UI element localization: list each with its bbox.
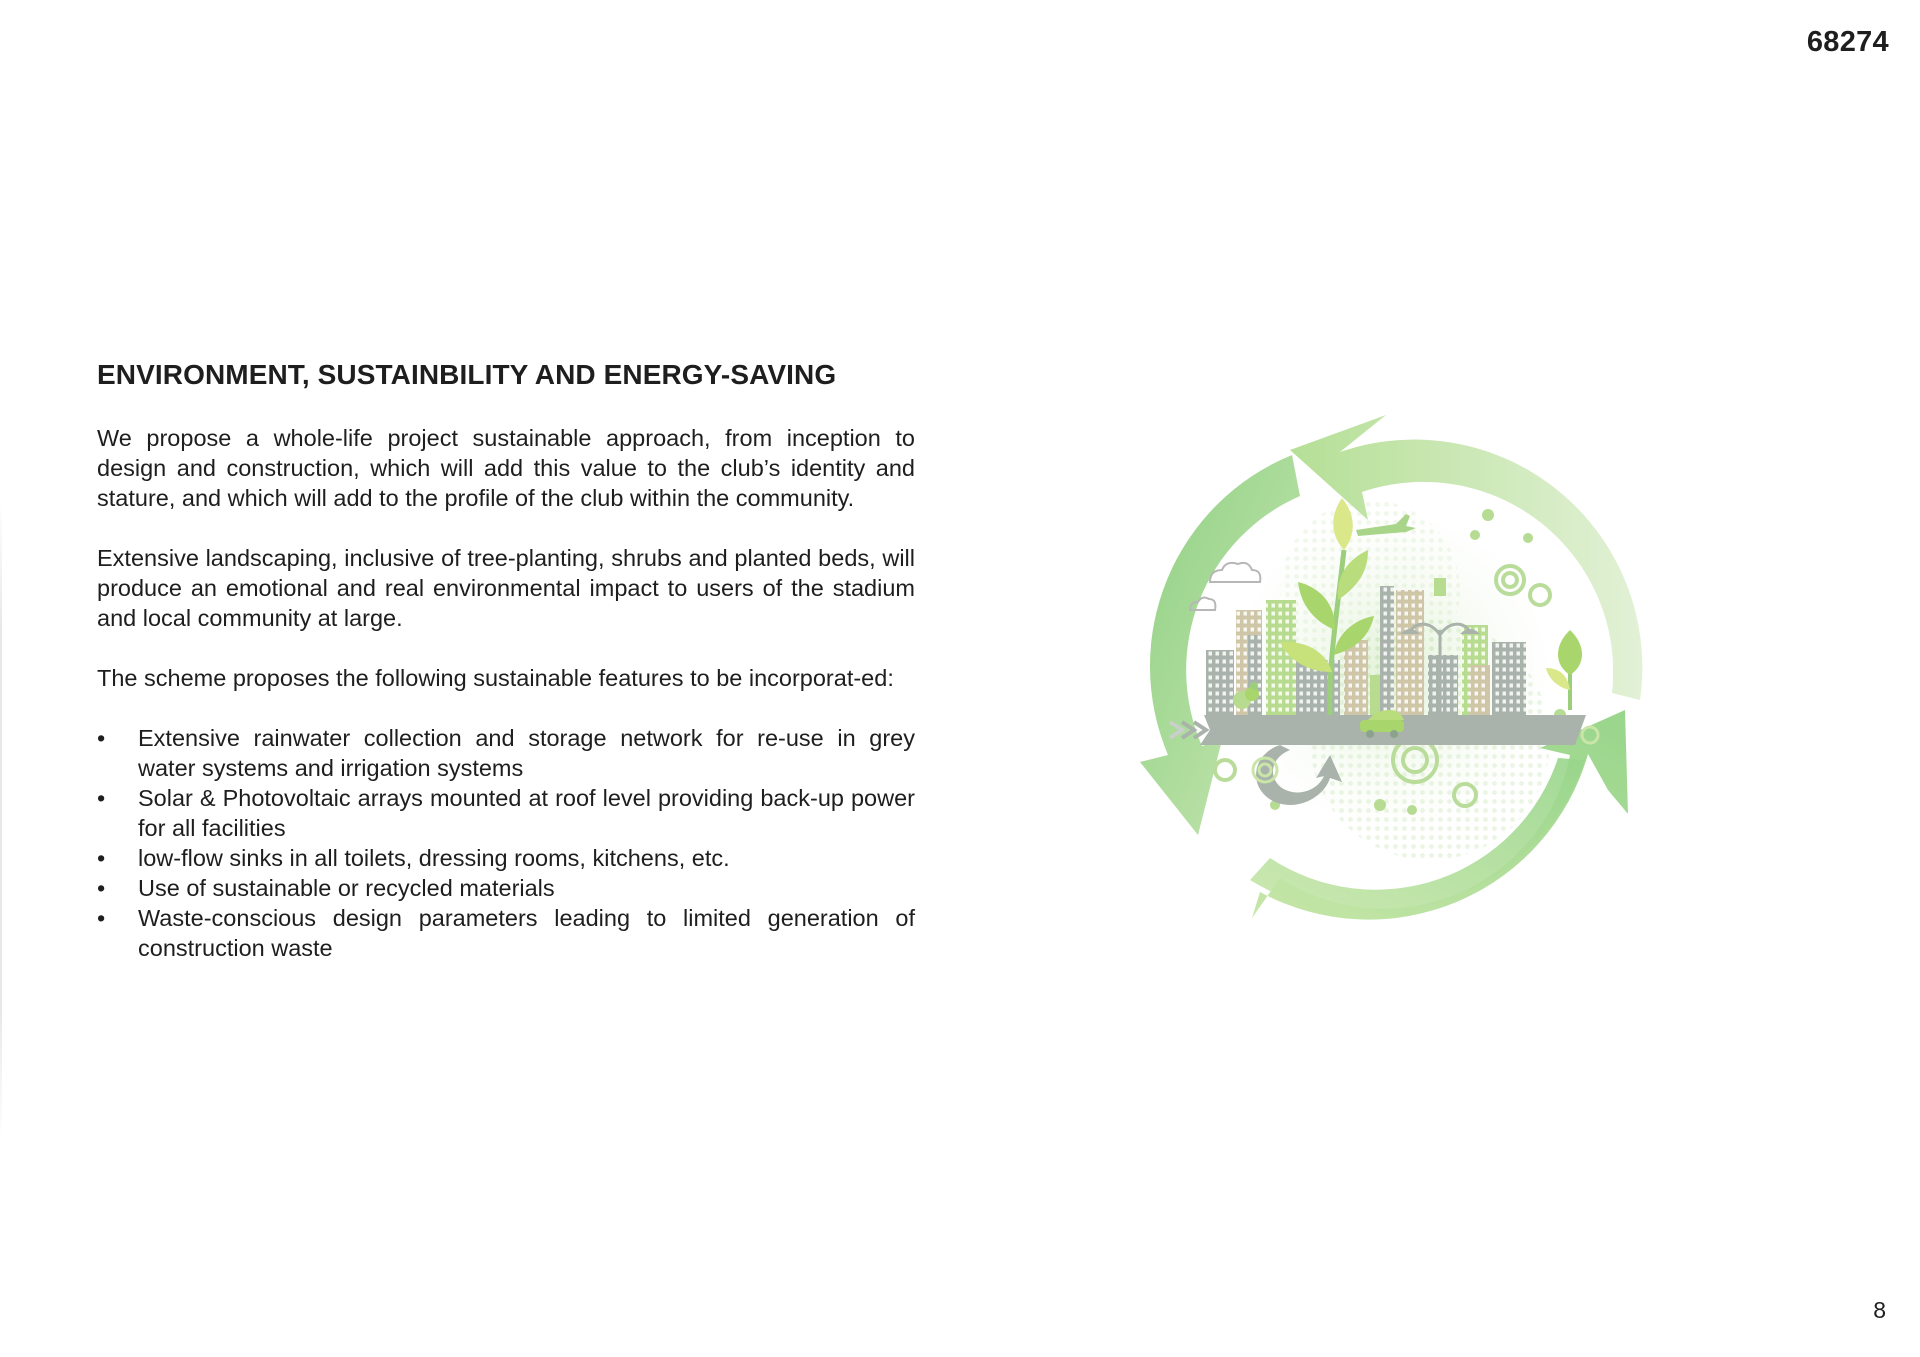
section-title: ENVIRONMENT, SUSTAINBILITY AND ENERGY-SAVING <box>97 359 837 390</box>
list-item <box>97 903 915 963</box>
list-item <box>97 723 915 783</box>
list-item-text: Extensive rainwater collection and storage network for re-use in grey water systems and irrigation systems <box>138 725 915 781</box>
list-item-text: Use of sustainable or recycled materials <box>138 875 555 901</box>
features-list <box>97 723 915 963</box>
page-edge-shadow <box>0 500 2 1140</box>
eco-city-recycle-icon <box>1130 410 1650 940</box>
document-number: 68274 <box>1806 26 1889 58</box>
list-item-text: Solar & Photovoltaic arrays mounted at roof level providing back-up power for all facilities <box>138 785 915 841</box>
bullet-icon: • <box>97 785 106 811</box>
features-intro-paragraph: The scheme proposes the following sustainable features to be incorporat-ed: <box>97 665 894 691</box>
text-column <box>97 357 915 963</box>
bullet-icon: • <box>97 725 106 751</box>
page-number: 8 <box>1873 1297 1886 1323</box>
bullet-icon: • <box>97 845 106 871</box>
list-item <box>97 873 915 903</box>
bullet-icon: • <box>97 905 106 931</box>
list-item <box>97 783 915 843</box>
list-item-text: low-flow sinks in all toilets, dressing rooms, kitchens, etc. <box>138 845 730 871</box>
list-item-text: Waste-conscious design parameters leading to limited generation of construction waste <box>138 905 915 961</box>
intro-paragraph: We propose a whole-life project sustainable approach, from inception to design and construction, which will add this value to the club’s identity and stature, and which will add to the profile of the club within the community. <box>97 425 915 511</box>
list-item <box>97 843 915 873</box>
landscaping-paragraph: Extensive landscaping, inclusive of tree-planting, shrubs and planted beds, will produce an emotional and real environmental impact to users of the stadium and local community at large. <box>97 545 915 631</box>
bullet-icon: • <box>97 875 106 901</box>
